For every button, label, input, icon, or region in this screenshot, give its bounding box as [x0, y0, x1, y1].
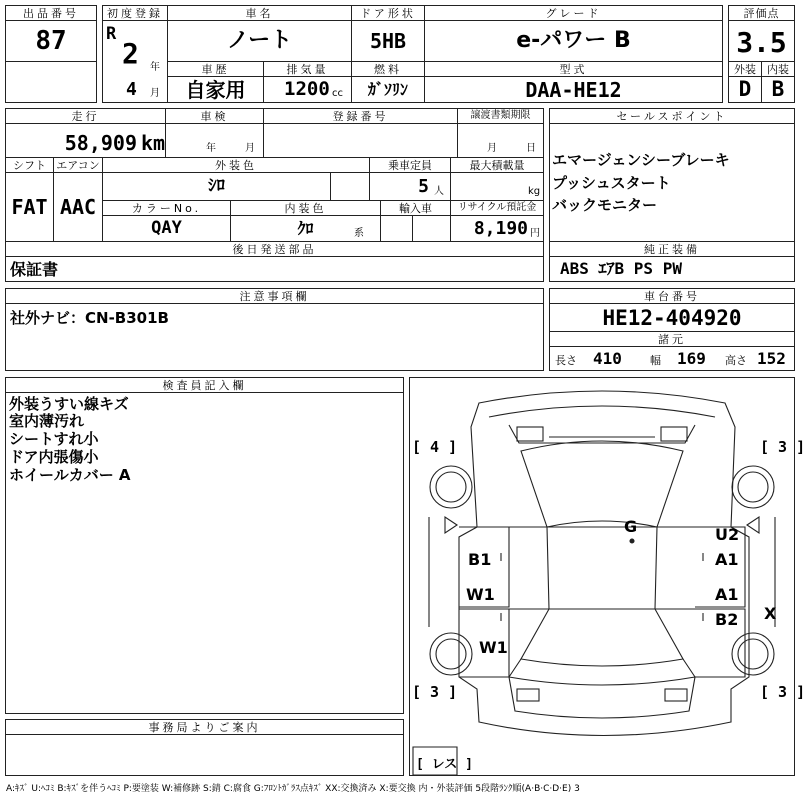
color-no-header: カラーNo.	[102, 200, 231, 216]
mark-right-front-fender: U2	[715, 525, 740, 544]
mark-left-front-door: B1	[468, 550, 492, 569]
model-value: DAA-HE12	[525, 77, 622, 102]
color-no-value: QAY	[151, 218, 182, 238]
door-type-value: 5HB	[369, 29, 407, 53]
mark-right-rear-door-lower: B2	[715, 610, 739, 629]
max-load-header: 最大積載量	[450, 157, 544, 173]
history-value: 自家用	[185, 77, 246, 102]
tire-front-left: [ 4 ]	[412, 438, 458, 456]
lot-number-lower-cell	[5, 61, 97, 103]
genuine-equipment-header: 純正装備	[549, 241, 795, 257]
score-value: 3.5	[736, 26, 787, 59]
era-value: R	[106, 23, 117, 44]
displacement-unit: cc	[332, 88, 343, 99]
transfer-day-unit: 日	[526, 143, 536, 154]
import-cell-a	[380, 215, 413, 242]
later-parts-cell	[5, 256, 544, 282]
inspector-line-1: 外装うすい線キズ	[9, 395, 129, 413]
mark-roof: G	[624, 517, 638, 536]
door-type-header: ドア形状	[351, 5, 425, 21]
mark-right-rear-edge: X	[764, 604, 777, 623]
inspector-line-2: 室内薄汚れ	[9, 412, 85, 430]
lot-number-header: 出品番号	[5, 5, 97, 21]
interior-color-value: ｸﾛ	[297, 218, 314, 238]
fuel-value: ｶﾞｿﾘﾝ	[367, 79, 408, 99]
grade-value: e-パワー B	[516, 28, 631, 53]
sales-point-2: プッシュスタート	[552, 174, 671, 192]
mark-right-front-door: A1	[715, 550, 739, 569]
first-reg-month-value: 4	[126, 79, 137, 100]
model-header: 型式	[424, 61, 723, 77]
genuine-equipment-value: ABS ｴｱB PS PW	[560, 259, 682, 278]
aircon-header: エアコン	[53, 157, 103, 173]
office-cell	[5, 734, 404, 776]
inspector-line-4: ドア内張傷小	[9, 448, 99, 466]
inspection-month-unit: 月	[245, 143, 255, 154]
chassis-value: HE12-404920	[602, 306, 742, 330]
exterior-grade-header: 外装	[728, 61, 762, 77]
color-value: ｼﾛ	[208, 176, 225, 196]
chassis-header: 車台番号	[549, 288, 795, 304]
transfer-month-unit: 月	[487, 143, 497, 154]
interior-grade-value: B	[771, 77, 785, 101]
height-label: 高さ	[725, 354, 747, 367]
car-name-value: ノート	[226, 28, 293, 53]
import-cell-b	[412, 215, 451, 242]
interior-color-unit: 系	[354, 228, 364, 239]
dimensions-header: 諸元	[549, 331, 795, 347]
inspector-line-3: シートすれ小	[9, 430, 99, 448]
displacement-value: 1200	[284, 78, 330, 100]
capacity-header: 乗車定員	[369, 157, 451, 173]
recycle-unit: 円	[530, 228, 540, 239]
capacity-value: 5	[418, 175, 429, 197]
sales-points-header: セールスポイント	[549, 108, 795, 124]
mark-left-rear-door: W1	[466, 585, 495, 604]
capacity-unit: 人	[434, 186, 444, 197]
car-name-header: 車名	[167, 5, 352, 21]
shift-header: シフト	[5, 157, 54, 173]
tire-rear-right: [ 3 ]	[760, 683, 805, 701]
recycle-header: リサイクル預託金	[450, 200, 544, 216]
recycle-value: 8,190	[473, 217, 528, 239]
inspector-line-5: ホイールカバー A	[9, 466, 131, 484]
damage-legend: A:ｷｽﾞ U:ﾍｺﾐ B:ｷｽﾞを伴うﾍｺﾐ P:要塗装 W:補修跡 S:錆 C:腐食 G:ﾌﾛﾝﾄｶﾞﾗｽ点ｷｽﾞ XX:交換済み X:要交換 内・外装評価 5段階ﾗﾝｸ順(A·B·C·D·E) 3	[6, 784, 580, 794]
first-reg-year-value: 2	[122, 37, 139, 70]
sales-point-3: バックモニター	[552, 196, 658, 214]
lot-number-value: 87	[35, 26, 67, 56]
length-value: 410	[593, 349, 622, 368]
sales-point-1: エマージェンシーブレーキ	[552, 151, 730, 169]
width-value: 169	[677, 349, 706, 368]
mark-right-rear-door: A1	[715, 585, 739, 604]
color-header: 外装色	[102, 157, 370, 173]
tire-spare: [ レス ]	[416, 757, 473, 772]
notes-value: 社外ナビ：CN-B301B	[10, 309, 169, 327]
transfer-deadline-header: 譲渡書類期限	[457, 108, 544, 124]
exterior-grade-value: D	[738, 77, 752, 101]
inspection-year-unit: 年	[206, 143, 216, 154]
aircon-value: AAC	[59, 195, 97, 219]
length-label: 長さ	[555, 354, 577, 367]
interior-color-header: 内装色	[230, 200, 381, 216]
registration-header: 登録番号	[263, 108, 458, 124]
fuel-header: 燃料	[351, 61, 425, 77]
shift-value: FAT	[11, 195, 48, 219]
first-registration-header: 初度登録	[102, 5, 168, 21]
inspector-header: 検査員記入欄	[5, 377, 404, 393]
notes-header: 注意事項欄	[5, 288, 544, 304]
score-header: 評価点	[728, 5, 795, 21]
max-load-unit: kg	[528, 186, 541, 197]
inspection-header: 車検	[165, 108, 264, 124]
tire-rear-left: [ 3 ]	[412, 683, 458, 701]
mileage-value: 58,909	[64, 130, 137, 155]
mileage-unit: km	[141, 130, 166, 155]
displacement-header: 排気量	[263, 61, 352, 77]
height-value: 152	[757, 349, 786, 368]
color-extra-cell	[330, 172, 370, 201]
grade-header: グレード	[424, 5, 723, 21]
interior-grade-header: 内装	[761, 61, 795, 77]
car-diagram	[409, 377, 795, 776]
office-header: 事務局よりご案内	[5, 719, 404, 735]
width-label: 幅	[650, 354, 661, 367]
import-header: 輸入車	[380, 200, 451, 216]
mileage-header: 走行	[5, 108, 166, 124]
later-parts-header: 後日発送部品	[5, 241, 544, 257]
later-parts-value: 保証書	[10, 260, 59, 279]
registration-cell	[263, 123, 458, 158]
tire-front-right: [ 3 ]	[760, 438, 805, 456]
year-unit: 年	[150, 62, 160, 73]
month-unit: 月	[150, 88, 160, 99]
mark-left-rear-fender: W1	[479, 638, 508, 657]
history-header: 車歴	[167, 61, 264, 77]
